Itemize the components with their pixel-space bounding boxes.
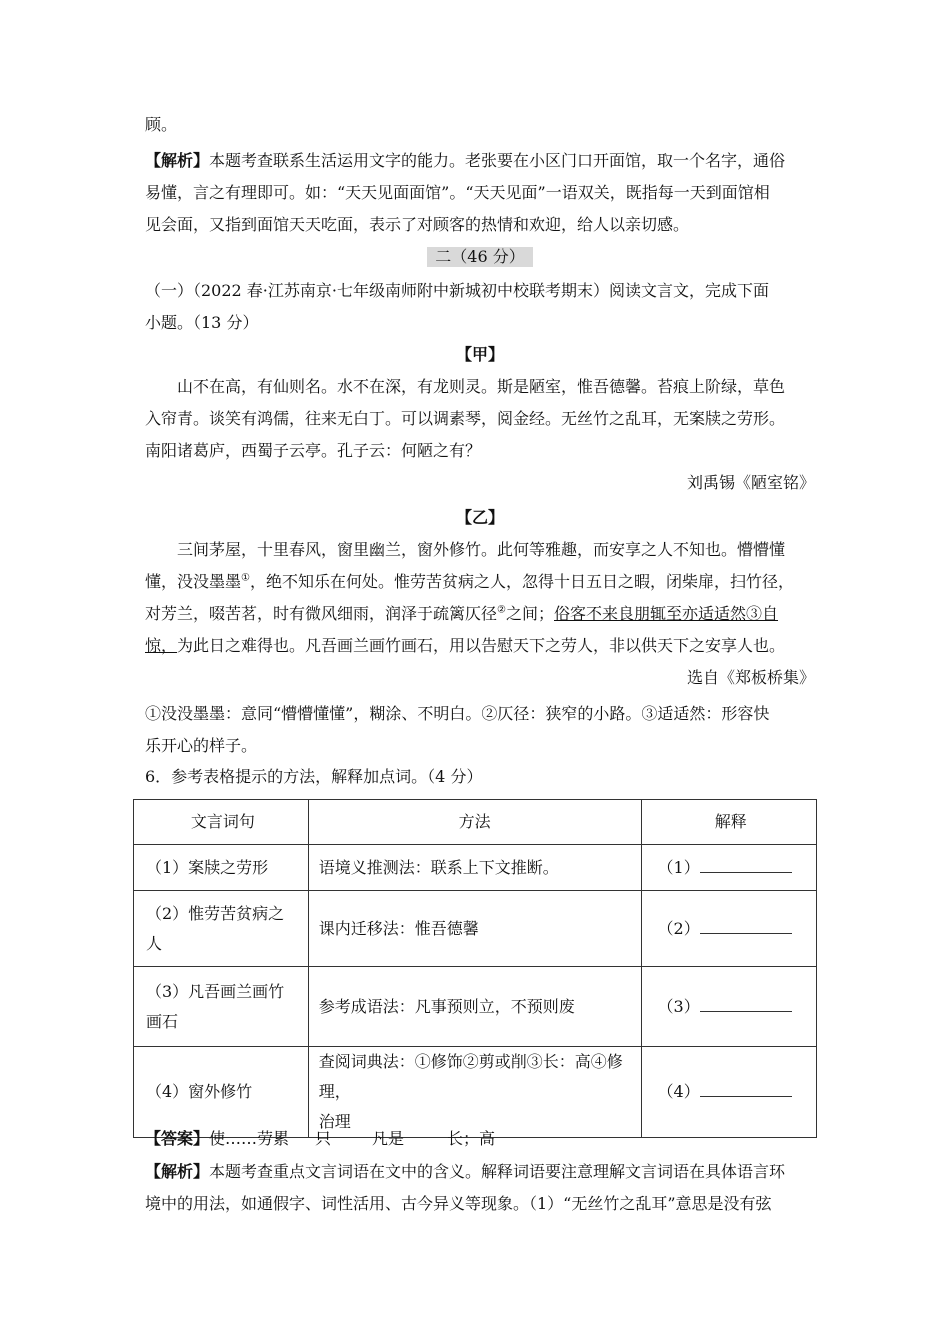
answer-item: 凡是 (372, 1129, 405, 1148)
answer-cell (641, 967, 816, 1047)
footnote-marker: ① (241, 572, 250, 584)
answer-blank[interactable] (700, 997, 792, 1012)
cell-text: 查阅词典法：①修饰②剪或削③长：高④修理， (318, 1052, 623, 1101)
text-span: 本题考查重点文言词语在文中的含义。解释词语要注意理解文言词语在具体语言环 (209, 1162, 786, 1181)
underlined-text: 俗客不来良朋辄至亦适适然③自 (554, 604, 779, 623)
cell-text: （3）凡吾画兰画竹 (146, 981, 285, 1001)
cell-text: 治理 (318, 1112, 351, 1131)
table-row (134, 845, 817, 891)
analysis-paragraph (145, 151, 815, 171)
analysis-tag: 【解析】 (145, 151, 210, 170)
answer-blank[interactable] (700, 919, 792, 934)
vocab-table (133, 799, 817, 1138)
table-header: 文言词句 (134, 800, 309, 845)
table-cell (134, 967, 309, 1047)
analysis-tag: 【解析】 (145, 1162, 210, 1181)
answer-line (145, 1129, 815, 1149)
answer-blank[interactable] (700, 1082, 792, 1097)
answer-item: 长；高 (447, 1129, 496, 1148)
answer-label: （4） (657, 1082, 700, 1101)
passage-yi-line (145, 572, 815, 592)
underlined-text: 惊， (145, 636, 178, 655)
answer-cell (641, 891, 816, 967)
table-header: 方法 (308, 800, 641, 845)
text-span: 之间； (505, 604, 554, 623)
answer-cell (641, 1047, 816, 1138)
passage-jia-line: 南阳诸葛庐，西蜀子云亭。孔子云：何陋之有？ (145, 441, 482, 460)
answer-label: （3） (657, 996, 700, 1016)
table-cell: （4）窗外修竹 (134, 1047, 309, 1138)
passage-jia-label: 【甲】 (455, 345, 504, 364)
text-line: 境中的用法，如通假字、词性活用、古今异义等现象。（1）“无丝竹之乱耳”意思是没有弦 (145, 1194, 772, 1213)
table-cell: 课内迁移法：惟吾德馨 (308, 891, 641, 967)
explanation-paragraph (145, 1162, 815, 1182)
answer-label: （1） (657, 857, 700, 877)
table-cell: （1）案牍之劳形 (134, 845, 309, 891)
table-cell (308, 1047, 641, 1138)
answer-tag: 【答案】 (145, 1129, 210, 1148)
text-span: 懂，没没墨墨 (145, 572, 242, 591)
table-cell: 参考成语法：凡事预则立，不预则废 (308, 967, 641, 1047)
cell-text: 画石 (146, 1011, 179, 1031)
question-6: 6．参考表格提示的方法，解释加点词。（4 分） (145, 767, 483, 786)
answer-cell (641, 845, 816, 891)
table-row (134, 891, 817, 967)
passage-jia-source: 刘禹锡《陋室铭》 (686, 473, 815, 492)
passage-yi-source: 选自《郑板桥集》 (686, 668, 815, 687)
answer-item: 使……劳累 (209, 1129, 290, 1148)
text-span: 本题考查联系生活运用文字的能力。老张要在小区门口开面馆，取一个名字，通俗 (209, 151, 786, 170)
text-line: 见会面，又指到面馆天天吃面，表示了对顾客的热情和欢迎，给人以亲切感。 (145, 215, 690, 234)
table-cell (134, 891, 309, 967)
passage-yi-line (145, 636, 815, 656)
table-row (134, 1047, 817, 1138)
footnote-line: 乐开心的样子。 (145, 736, 258, 755)
passage-jia-line: 入帘青。谈笑有鸿儒，往来无白丁。可以调素琴，阅金经。无丝竹之乱耳，无案牍之劳形。 (145, 409, 786, 428)
text-line: 顾。 (145, 115, 178, 134)
cell-text: （2）惟劳苦贫病之 (146, 903, 285, 923)
passage-yi-line: 三间茅屋，十里春风，窗里幽兰，窗外修竹。此何等雅趣，而安享之人不知也。懵懵懂 (177, 540, 786, 559)
footnote-line: ①没没墨墨：意同“懵懵懂懂”，糊涂、不明白。②仄径：狭窄的小路。③适适然：形容快 (145, 704, 770, 723)
text-span: 为此日之难得也。凡吾画兰画竹画石，用以告慰天下之劳人，非以供天下之安享人也。 (177, 636, 786, 655)
answer-label: （2） (657, 918, 700, 938)
text-span: ，绝不知乐在何处。惟劳苦贫病之人，忽得十日五日之暇，闭柴扉，扫竹径， (249, 572, 794, 591)
question-intro: （一）（2022 春·江苏南京·七年级南师附中新城初中校联考期末）阅读文言文，完成下面 (145, 281, 769, 300)
passage-jia-line: 山不在高，有仙则名。水不在深，有龙则灵。斯是陋室，惟吾德馨。苔痕上阶绿，草色 (177, 377, 786, 396)
table-header: 解释 (641, 800, 816, 845)
text-line: 易懂，言之有理即可。如：“天天见面面馆”。“天天见面”一语双关，既指每一天到面馆相 (145, 183, 770, 202)
section-badge: 二（46 分） (427, 247, 532, 267)
passage-yi-label: 【乙】 (455, 508, 504, 527)
footnote-marker: ② (497, 604, 506, 616)
answer-item: 只 (315, 1129, 332, 1148)
text-line: 小题。（13 分） (145, 313, 259, 332)
table-row (134, 967, 817, 1047)
answer-blank[interactable] (700, 858, 792, 873)
text-span: 对芳兰，啜苦茗，时有微风细雨，润泽于疏篱仄径 (145, 604, 498, 623)
table-cell: 语境义推测法：联系上下文推断。 (308, 845, 641, 891)
passage-yi-line (145, 604, 815, 624)
section-heading (145, 247, 815, 267)
table-header-row (134, 800, 817, 845)
cell-text: 人 (146, 933, 163, 953)
